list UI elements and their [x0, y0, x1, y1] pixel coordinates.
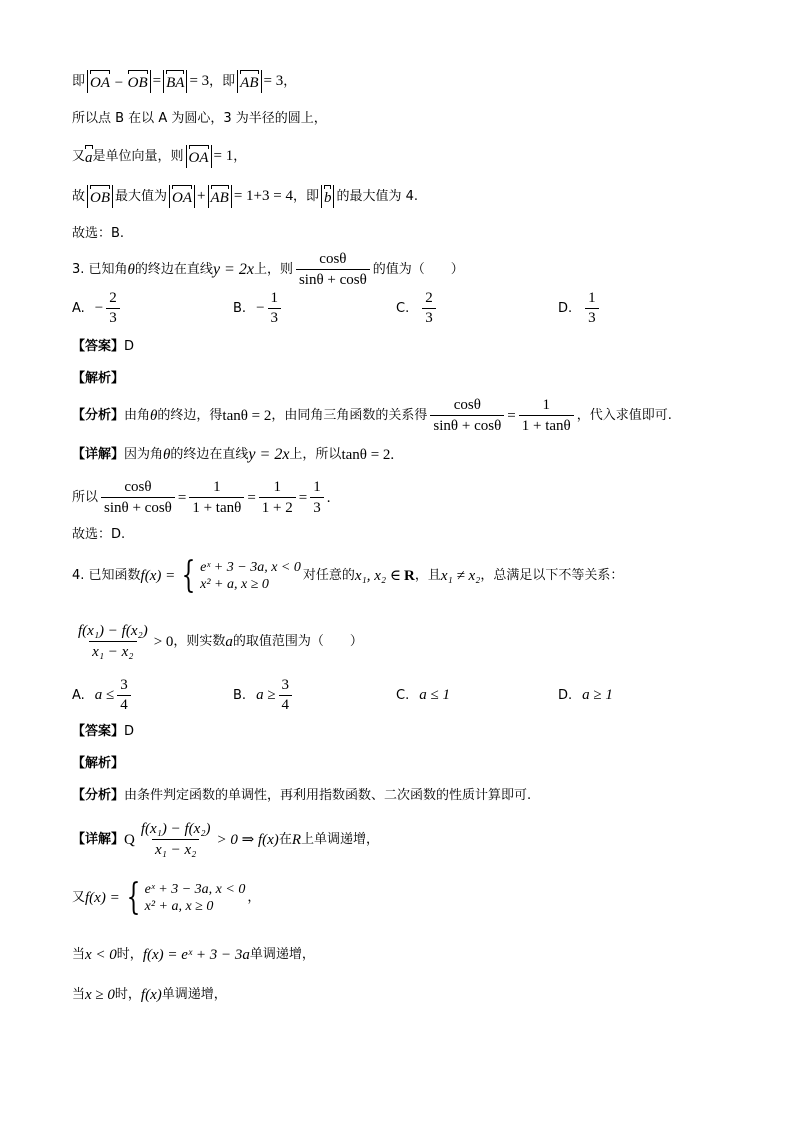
- frac-denominator: 3: [585, 308, 599, 327]
- frac-denominator: 1 + tanθ: [189, 497, 244, 517]
- option-fraction: [422, 290, 436, 327]
- frac-numerator: 1: [542, 397, 550, 413]
- frac-numerator: 1: [270, 290, 279, 306]
- vector-ba: BA: [166, 70, 184, 93]
- option-label: B.: [233, 301, 247, 316]
- frac-denominator: 3: [268, 308, 282, 327]
- option-fraction: [585, 290, 599, 327]
- vector-ab: AB: [240, 70, 258, 93]
- line-circle: [72, 111, 327, 127]
- when-c: 单调递增，: [249, 947, 315, 963]
- equals: =: [247, 489, 256, 506]
- fenxi-fraction-1: [430, 396, 504, 435]
- xiangjie-tag: 【详解】: [72, 446, 125, 462]
- q3-stem: [72, 250, 464, 289]
- greater-than-zero: > 0: [153, 633, 174, 650]
- tan-equals: tanθ = 2.: [341, 446, 395, 463]
- text-tail: ，: [283, 73, 297, 89]
- analysis-tag: 【解析】: [72, 371, 125, 386]
- text-mid: 是单位向量，则: [92, 148, 184, 164]
- answer-value: D: [124, 339, 135, 354]
- frac-denominator: 4: [117, 695, 131, 714]
- abs-oa: [169, 185, 195, 208]
- case-1: eˣ + 3 − 3a, x < 0: [200, 559, 301, 575]
- text-tail: ，: [233, 148, 247, 164]
- fenxi-fraction-2: [519, 396, 574, 435]
- option-fraction: [106, 290, 120, 327]
- option-sign: −: [256, 300, 265, 316]
- xj-end2: 上单调递增，: [301, 831, 380, 847]
- frac-denominator: 3: [310, 497, 324, 517]
- abs-oa: [186, 145, 212, 168]
- option-pre: a ≤ 1: [419, 687, 450, 703]
- frac-numerator: f(x₁) − f(x₂): [140, 821, 211, 837]
- frac-numerator: cosθ: [319, 251, 347, 267]
- frac-denominator: sinθ + cosθ: [430, 415, 504, 435]
- equals: =: [507, 407, 516, 424]
- q4-stem-b: 对任意的: [302, 568, 355, 584]
- vector-ob: OB: [128, 70, 148, 93]
- vector-oa: OA: [172, 185, 192, 208]
- vector-ab: AB: [211, 185, 229, 208]
- circle-text: 所以点 B 在以 A 为圆心，3 为半径的圆上，: [72, 111, 327, 126]
- theta-symbol: θ: [150, 407, 158, 424]
- q3-calc: [72, 478, 330, 517]
- q3-option-b: [233, 290, 284, 327]
- brace-icon: {: [126, 877, 141, 918]
- abs-ab: [208, 185, 232, 208]
- q4-xiangjie: [72, 820, 379, 859]
- tan-equals: tanθ = 2: [222, 407, 272, 424]
- q4-stem-a: 4. 已知函数: [72, 568, 141, 584]
- frac-numerator: 1: [588, 290, 596, 306]
- frac-denominator: 1 + tanθ: [519, 415, 574, 435]
- inequality-fraction: [75, 622, 151, 661]
- xj-end: 在: [278, 831, 292, 847]
- q3-stem-a: 3. 已知角: [72, 261, 128, 277]
- q4-again: [72, 877, 261, 918]
- q4-stem-d: ，总满足以下不等关系：: [480, 568, 624, 584]
- not-equal: x₁ ≠ x₂: [440, 568, 481, 584]
- q4-analysis-tag: [72, 756, 124, 772]
- q3-option-c: [396, 290, 439, 327]
- answer-tag: 【答案】: [72, 339, 125, 354]
- text-mid: ，即: [209, 73, 236, 89]
- q4-when-negative: [72, 946, 315, 964]
- equals-one: = 1: [213, 148, 234, 165]
- condition: x ≥ 0: [85, 987, 115, 1003]
- q3-option-d: [558, 290, 602, 327]
- text-tail: 的最大值为 4.: [336, 188, 419, 204]
- calc-equals: = 1+3 = 4: [233, 188, 293, 205]
- vector-ob: OB: [90, 185, 110, 208]
- condition: x < 0: [85, 947, 117, 963]
- equals: =: [177, 489, 187, 506]
- option-fraction: [279, 677, 293, 714]
- q3-choose: [72, 527, 125, 543]
- option-pre: a ≥ 1: [582, 687, 613, 703]
- piecewise-cases: [122, 877, 246, 918]
- frac-denominator: x₁ − x₂: [152, 839, 199, 859]
- fenxi-a: 由角: [124, 407, 151, 423]
- text-mid2: ，即: [292, 188, 319, 204]
- line-equation: y = 2x: [212, 260, 254, 278]
- case-1: eˣ + 3 − 3a, x < 0: [144, 881, 246, 897]
- function-f: f(x) =: [85, 890, 120, 906]
- q3-stem-d: 的值为（ ）: [372, 261, 464, 277]
- q3-xiangjie: [72, 445, 394, 464]
- frac-numerator: 3: [120, 677, 128, 693]
- abs-ob: [87, 185, 113, 208]
- q4-option-c: [396, 687, 450, 704]
- line-unit-vector: [72, 145, 246, 168]
- xj-fraction: [138, 820, 214, 859]
- calc-fraction-4: [310, 478, 324, 517]
- q4-option-d: [558, 687, 613, 704]
- implies: > 0 ⇒ f(x): [216, 831, 279, 848]
- frac-numerator: 3: [281, 677, 290, 693]
- real-set: R: [404, 568, 415, 584]
- fenxi-text: 由条件判定函数的单调性，再利用指数函数、二次函数的性质计算即可.: [124, 788, 532, 803]
- abs-ab: [237, 70, 261, 93]
- when-b: 时，: [116, 947, 143, 963]
- q3-stem-c: 上，则: [253, 261, 293, 277]
- equals-three: = 3: [189, 73, 210, 90]
- analysis-tag: 【解析】: [72, 756, 125, 771]
- vector-b: b: [324, 185, 332, 208]
- option-fraction: [268, 290, 282, 327]
- when-a: 当: [72, 987, 86, 1003]
- calc-fraction-2: [189, 478, 244, 517]
- abs-ba: [163, 70, 187, 93]
- q4-stem-f: 的取值范围为（ ）: [232, 633, 363, 649]
- calc-fraction-3: [259, 478, 296, 517]
- option-label: C.: [396, 301, 410, 316]
- frac-numerator: 2: [109, 290, 117, 306]
- fenxi-d: ，代入求值即可.: [576, 407, 672, 423]
- q4-inequality: [72, 622, 363, 661]
- option-pre: a ≤: [94, 687, 115, 703]
- choose-text: 故选：D.: [72, 527, 126, 542]
- line-equation-ba: [72, 70, 296, 93]
- when-a: 当: [72, 947, 86, 963]
- q3-fenxi: [72, 396, 672, 435]
- q4-answer: [72, 724, 134, 740]
- calc-fraction-1: [101, 478, 175, 517]
- xj-b: 的终边在直线: [170, 446, 249, 462]
- text-lead: 即: [72, 73, 86, 89]
- q4-stem-c: ，且: [414, 568, 441, 584]
- frac-denominator: 3: [422, 308, 436, 327]
- plus-sign: +: [197, 188, 206, 205]
- function-expression: f(x) = eˣ + 3 − 3a: [142, 947, 250, 963]
- frac-numerator: 1: [273, 479, 282, 495]
- option-label: B.: [233, 688, 247, 703]
- equals-three-end: = 3: [263, 73, 284, 90]
- theta-symbol: θ: [127, 261, 135, 278]
- so-lead: 所以: [72, 489, 99, 505]
- option-label: A.: [72, 301, 85, 316]
- equals: =: [298, 489, 308, 506]
- text-mid1: 最大值为: [115, 188, 168, 204]
- q3-answer: [72, 339, 134, 355]
- q3-fraction: [296, 250, 370, 289]
- q3-stem-b: 的终边在直线: [134, 261, 213, 277]
- xiangjie-tag: 【详解】: [72, 831, 125, 847]
- again-tail: ，: [247, 890, 261, 906]
- q3-option-a: [72, 290, 123, 327]
- vector-a: a: [85, 145, 93, 167]
- frac-numerator: cosθ: [124, 479, 152, 495]
- frac-numerator: 1: [313, 479, 321, 495]
- q-symbol: Q: [124, 831, 135, 848]
- option-label: D.: [558, 688, 573, 703]
- abs-oa-minus-ob: [87, 70, 151, 93]
- frac-numerator: cosθ: [453, 397, 481, 413]
- frac-numerator: 2: [425, 290, 433, 306]
- choose-text: 故选：B.: [72, 226, 125, 241]
- fenxi-tag: 【分析】: [72, 407, 125, 423]
- frac-denominator: x₁ − x₂: [89, 641, 136, 661]
- equals: =: [152, 73, 162, 90]
- q4-option-b: [233, 677, 295, 714]
- minus-sign: −: [113, 75, 124, 91]
- q4-fenxi: [72, 788, 531, 804]
- function-f: f(x) =: [140, 568, 176, 584]
- brace-icon: {: [181, 555, 196, 596]
- xj-c: 上，所以: [289, 446, 342, 462]
- fenxi-b: 的终边，得: [157, 407, 223, 423]
- text-lead: 故: [72, 188, 86, 204]
- option-label: D.: [558, 301, 573, 316]
- function-expression: f(x): [140, 987, 162, 1003]
- vector-oa: OA: [90, 70, 110, 93]
- answer-value: D: [124, 724, 135, 739]
- answer-tag: 【答案】: [72, 724, 125, 739]
- line-max-value: [72, 185, 418, 208]
- q4-stem-e: ，则实数: [173, 633, 226, 649]
- q4-stem: [72, 555, 624, 596]
- case-2: x² + a, x ≥ 0: [200, 577, 269, 592]
- q3-analysis-tag: [72, 371, 124, 387]
- a-symbol: a: [225, 633, 233, 650]
- option-label: C.: [396, 688, 410, 703]
- frac-denominator: 4: [279, 695, 293, 714]
- frac-denominator: sinθ + cosθ: [101, 497, 175, 517]
- option-sign: −: [94, 300, 104, 316]
- theta-symbol: θ: [163, 446, 171, 463]
- fenxi-c: ，由同角三角函数的关系得: [271, 407, 428, 423]
- when-c: 单调递增，: [161, 987, 227, 1003]
- period: .: [326, 489, 331, 506]
- q4-option-a: [72, 677, 134, 714]
- when-b: 时，: [114, 987, 141, 1003]
- frac-denominator: sinθ + cosθ: [296, 269, 370, 289]
- q4-when-nonneg: [72, 986, 227, 1004]
- line-choose-b: [72, 226, 124, 242]
- option-label: A.: [72, 688, 85, 703]
- abs-b: [321, 185, 335, 208]
- vector-oa: OA: [189, 145, 209, 168]
- line-equation: y = 2x: [248, 446, 290, 463]
- real-set: R: [291, 831, 301, 848]
- fenxi-tag: 【分析】: [72, 788, 125, 803]
- variables: x₁, x₂ ∈: [354, 568, 401, 584]
- piecewise-cases: [177, 555, 301, 596]
- option-fraction: [117, 677, 131, 714]
- frac-numerator: 1: [213, 479, 221, 495]
- text-lead: 又: [72, 148, 86, 164]
- option-pre: a ≥: [256, 687, 276, 703]
- frac-denominator: 3: [106, 308, 120, 327]
- xj-a: 因为角: [124, 446, 164, 462]
- frac-denominator: 1 + 2: [259, 497, 296, 517]
- again-lead: 又: [72, 890, 86, 906]
- case-2: x² + a, x ≥ 0: [144, 899, 214, 914]
- frac-numerator: f(x₁) − f(x₂): [78, 623, 148, 639]
